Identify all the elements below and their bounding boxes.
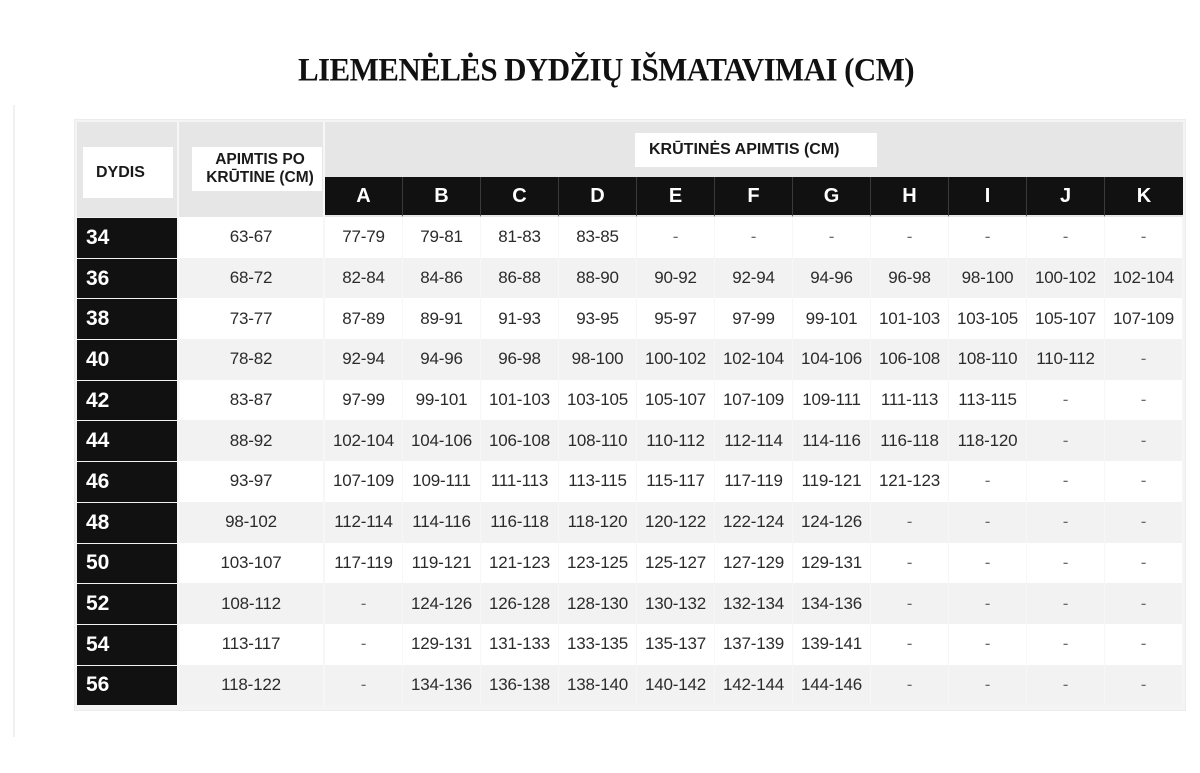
underbust-cell: 73-77 [179,298,325,339]
bust-cell-k: - [1105,420,1183,461]
bust-cell-i: - [949,665,1027,706]
bust-cell-g: 124-126 [793,502,871,543]
underbust-cell: 118-122 [179,665,325,706]
bust-cell-h: 96-98 [871,258,949,299]
underbust-cell: 83-87 [179,380,325,421]
bust-cell-k: - [1105,461,1183,502]
size-cell: 56 [77,665,179,706]
bust-cell-j: 110-112 [1027,339,1105,380]
underbust-cell: 98-102 [179,502,325,543]
header-cup-h: H [871,177,949,217]
header-cup-c: C [481,177,559,217]
bust-cell-c: 96-98 [481,339,559,380]
bust-cell-h: - [871,665,949,706]
bust-cell-a: - [325,583,403,624]
bust-cell-a: 117-119 [325,543,403,584]
bust-cell-b: 89-91 [403,298,481,339]
table-row [77,543,1183,584]
bust-cell-j: - [1027,543,1105,584]
bust-cell-e: 120-122 [637,502,715,543]
header-row-group [77,122,1183,177]
table-row [77,665,1183,706]
underbust-cell: 93-97 [179,461,325,502]
table-row [77,217,1183,258]
header-cup-g: G [793,177,871,217]
table-row [77,298,1183,339]
bust-cell-d: 113-115 [559,461,637,502]
bust-cell-k: 107-109 [1105,298,1183,339]
bust-cell-b: 84-86 [403,258,481,299]
bust-cell-b: 99-101 [403,380,481,421]
bust-cell-d: 138-140 [559,665,637,706]
table-row [77,380,1183,421]
bust-cell-j: 105-107 [1027,298,1105,339]
bust-cell-e: 90-92 [637,258,715,299]
header-size-label: DYDIS [83,147,173,198]
bust-cell-f: 112-114 [715,420,793,461]
bust-cell-h: - [871,217,949,258]
header-underbust [179,122,325,217]
bust-cell-f: 127-129 [715,543,793,584]
bust-cell-a: 112-114 [325,502,403,543]
bust-cell-j: - [1027,461,1105,502]
bust-cell-e: 115-117 [637,461,715,502]
bust-cell-c: 86-88 [481,258,559,299]
bust-cell-f: 117-119 [715,461,793,502]
header-cup-e: E [637,177,715,217]
bust-cell-g: 99-101 [793,298,871,339]
bust-cell-d: 88-90 [559,258,637,299]
table-body [77,217,1183,705]
bust-cell-i: 118-120 [949,420,1027,461]
bust-cell-h: - [871,583,949,624]
header-cup-a: A [325,177,403,217]
header-bust-group [325,122,1183,177]
bust-cell-e: 105-107 [637,380,715,421]
bust-cell-k: - [1105,217,1183,258]
bust-cell-f: 137-139 [715,624,793,665]
bust-cell-j: - [1027,583,1105,624]
table-row [77,502,1183,543]
bust-cell-k: 102-104 [1105,258,1183,299]
bust-cell-d: 98-100 [559,339,637,380]
bust-cell-b: 109-111 [403,461,481,502]
bust-cell-k: - [1105,380,1183,421]
bust-cell-j: 100-102 [1027,258,1105,299]
left-divider-line [13,105,15,737]
underbust-cell: 103-107 [179,543,325,584]
size-cell: 34 [77,217,179,258]
underbust-cell: 68-72 [179,258,325,299]
bust-cell-g: 144-146 [793,665,871,706]
size-cell: 50 [77,543,179,584]
bust-cell-c: 111-113 [481,461,559,502]
header-cup-k: K [1105,177,1183,217]
bust-cell-a: - [325,624,403,665]
underbust-cell: 108-112 [179,583,325,624]
table-row [77,339,1183,380]
bust-cell-h: 106-108 [871,339,949,380]
bust-cell-f: 92-94 [715,258,793,299]
bust-cell-k: - [1105,583,1183,624]
underbust-cell: 88-92 [179,420,325,461]
header-cup-b: B [403,177,481,217]
bust-cell-f: - [715,217,793,258]
bust-cell-b: 129-131 [403,624,481,665]
table-row [77,420,1183,461]
bust-cell-f: 132-134 [715,583,793,624]
bust-cell-e: 95-97 [637,298,715,339]
bust-cell-g: 109-111 [793,380,871,421]
size-cell: 54 [77,624,179,665]
bust-cell-h: 116-118 [871,420,949,461]
bust-cell-h: - [871,543,949,584]
bust-cell-d: 123-125 [559,543,637,584]
bust-cell-e: 130-132 [637,583,715,624]
bra-size-table [77,122,1183,705]
bust-cell-j: - [1027,380,1105,421]
bust-cell-i: - [949,461,1027,502]
bust-cell-g: 119-121 [793,461,871,502]
bust-cell-e: - [637,217,715,258]
page-title: LIEMENĖLĖS DYDŽIŲ IŠMATAVIMAI (CM) [297,51,915,88]
bust-cell-g: 104-106 [793,339,871,380]
header-cup-d: D [559,177,637,217]
bust-cell-k: - [1105,543,1183,584]
bust-cell-h: 101-103 [871,298,949,339]
bust-cell-d: 133-135 [559,624,637,665]
bust-cell-g: - [793,217,871,258]
bust-cell-c: 101-103 [481,380,559,421]
bust-cell-j: - [1027,217,1105,258]
table-row [77,258,1183,299]
bust-cell-f: 97-99 [715,298,793,339]
bust-cell-a: 97-99 [325,380,403,421]
bust-cell-f: 107-109 [715,380,793,421]
size-cell: 42 [77,380,179,421]
size-cell: 52 [77,583,179,624]
bust-cell-i: - [949,583,1027,624]
bust-cell-j: - [1027,420,1105,461]
bust-cell-f: 142-144 [715,665,793,706]
bust-cell-i: 98-100 [949,258,1027,299]
bust-cell-e: 110-112 [637,420,715,461]
bust-cell-a: 107-109 [325,461,403,502]
size-cell: 44 [77,420,179,461]
bust-cell-j: - [1027,665,1105,706]
bust-cell-b: 134-136 [403,665,481,706]
bust-cell-g: 134-136 [793,583,871,624]
bust-cell-g: 94-96 [793,258,871,299]
bust-cell-a: - [325,665,403,706]
bust-cell-g: 114-116 [793,420,871,461]
bust-cell-k: - [1105,665,1183,706]
bust-cell-c: 131-133 [481,624,559,665]
bust-cell-d: 128-130 [559,583,637,624]
bust-cell-k: - [1105,502,1183,543]
bust-cell-e: 135-137 [637,624,715,665]
bust-cell-k: - [1105,339,1183,380]
bust-cell-b: 104-106 [403,420,481,461]
table-row [77,461,1183,502]
bust-cell-c: 81-83 [481,217,559,258]
bust-cell-i: - [949,624,1027,665]
bust-cell-g: 139-141 [793,624,871,665]
bust-cell-c: 106-108 [481,420,559,461]
bust-cell-c: 121-123 [481,543,559,584]
bust-cell-h: 111-113 [871,380,949,421]
bust-cell-k: - [1105,624,1183,665]
table-row [77,624,1183,665]
bust-cell-b: 124-126 [403,583,481,624]
bust-cell-c: 136-138 [481,665,559,706]
bust-cell-d: 108-110 [559,420,637,461]
bust-cell-d: 118-120 [559,502,637,543]
header-bust-group-label: KRŪTINĖS APIMTIS (CM) [635,133,877,167]
bust-cell-e: 140-142 [637,665,715,706]
bust-cell-j: - [1027,624,1105,665]
underbust-cell: 78-82 [179,339,325,380]
bust-cell-b: 114-116 [403,502,481,543]
bust-cell-c: 116-118 [481,502,559,543]
bust-cell-a: 92-94 [325,339,403,380]
bust-cell-d: 93-95 [559,298,637,339]
bust-cell-f: 102-104 [715,339,793,380]
bust-cell-b: 79-81 [403,217,481,258]
bust-cell-h: - [871,502,949,543]
bust-cell-d: 83-85 [559,217,637,258]
size-cell: 48 [77,502,179,543]
bust-cell-g: 129-131 [793,543,871,584]
bust-cell-a: 77-79 [325,217,403,258]
bust-cell-i: 103-105 [949,298,1027,339]
header-size [77,122,179,217]
bust-cell-a: 87-89 [325,298,403,339]
header-underbust-label: APIMTIS PO KRŪTINE (CM) [192,147,322,191]
bust-cell-b: 119-121 [403,543,481,584]
bust-cell-f: 122-124 [715,502,793,543]
size-cell: 40 [77,339,179,380]
bust-cell-c: 91-93 [481,298,559,339]
bust-cell-h: - [871,624,949,665]
size-cell: 38 [77,298,179,339]
bust-cell-j: - [1027,502,1105,543]
bust-cell-i: 113-115 [949,380,1027,421]
bust-cell-a: 82-84 [325,258,403,299]
size-cell: 36 [77,258,179,299]
bust-cell-i: - [949,543,1027,584]
header-cup-f: F [715,177,793,217]
size-cell: 46 [77,461,179,502]
bust-cell-i: - [949,502,1027,543]
bust-cell-i: - [949,217,1027,258]
bust-cell-c: 126-128 [481,583,559,624]
header-cup-i: I [949,177,1027,217]
underbust-cell: 113-117 [179,624,325,665]
bust-cell-i: 108-110 [949,339,1027,380]
bust-cell-a: 102-104 [325,420,403,461]
bust-cell-h: 121-123 [871,461,949,502]
underbust-cell: 63-67 [179,217,325,258]
table-row [77,583,1183,624]
bust-cell-b: 94-96 [403,339,481,380]
bust-cell-e: 100-102 [637,339,715,380]
bust-cell-d: 103-105 [559,380,637,421]
bust-cell-e: 125-127 [637,543,715,584]
header-cup-j: J [1027,177,1105,217]
